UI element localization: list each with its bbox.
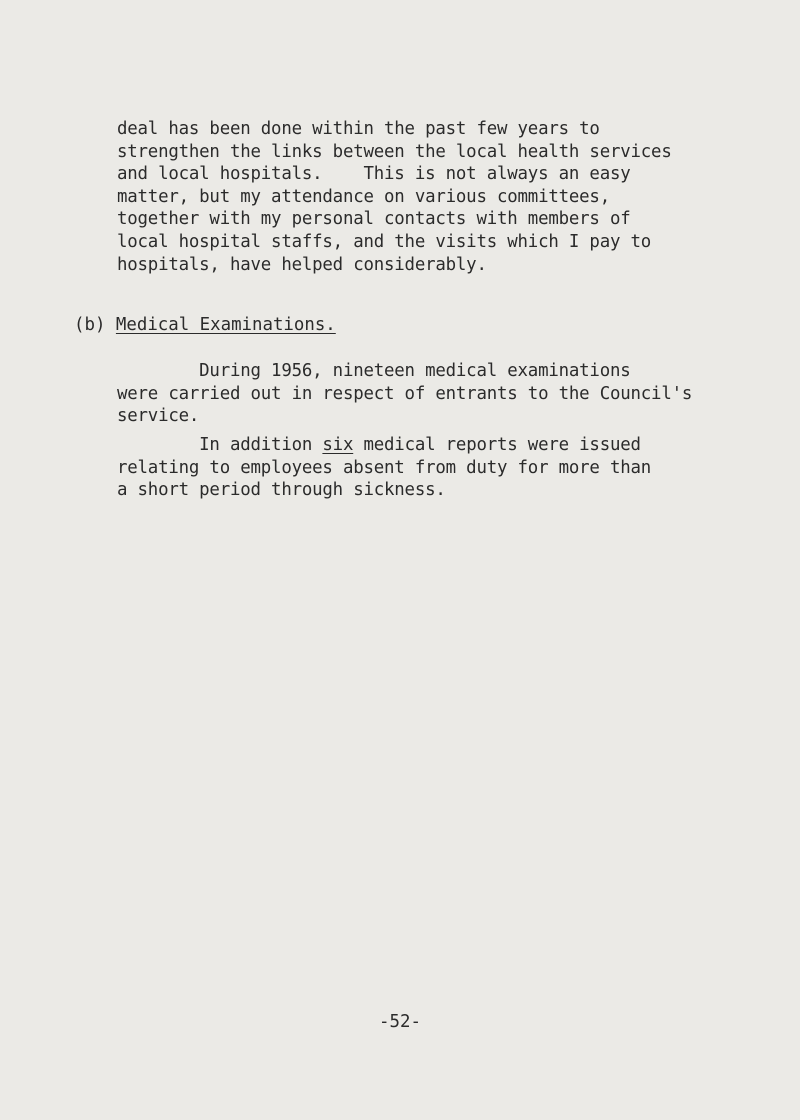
text-line: local hospital staffs, and the visits which I pay to [117,231,652,252]
text-line: a short period through sickness. [117,480,446,501]
section-marker: (b) [74,315,106,335]
text-line [117,434,651,457]
text-line: strengthen the links between the local health services [117,141,672,162]
section-heading [74,314,336,337]
text-line: together with my personal contacts with members of [117,209,631,230]
text-fragment: In addition [117,435,323,455]
text-line: matter, but my attendance on various committees, [117,186,610,207]
text-line: hospitals, have helped considerably. [117,254,487,275]
paragraph-examinations [117,360,692,428]
text-line: service. [117,406,200,427]
section-heading-text: Medical Examinations. [115,315,336,335]
paragraph-medical-reports [117,434,651,502]
emphasized-word: six [322,435,354,455]
text-line: deal has been done within the past few years to [117,119,600,139]
text-line: were carried out in respect of entrants to the Council's [117,383,693,404]
page-number: -52- [379,1012,421,1032]
paragraph-hospital-links [117,118,672,276]
text-line: During 1956, nineteen medical examinations [117,361,631,381]
text-line: and local hospitals. This is not always an easy [117,164,631,185]
text-line: relating to employees absent from duty for more than [117,457,652,478]
text-fragment: medical reports were issued [353,435,641,455]
